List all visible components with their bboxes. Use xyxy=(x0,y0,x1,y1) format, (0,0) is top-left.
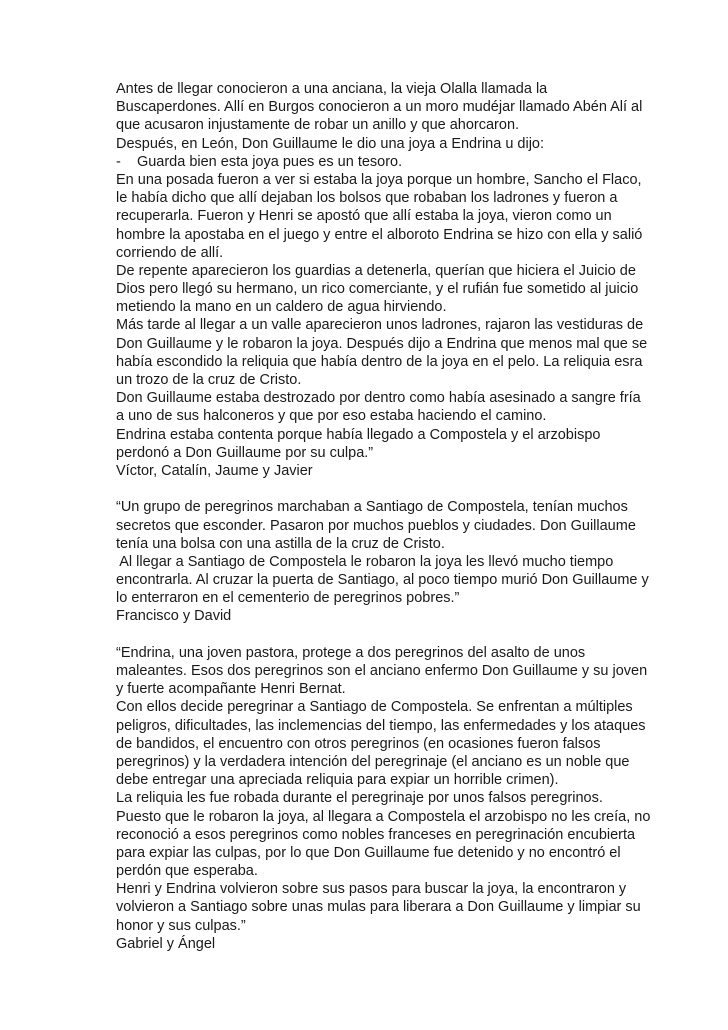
blank-line xyxy=(116,626,636,644)
text-line: lo enterraron en el cementerio de peregrinos pobres.” xyxy=(116,590,460,607)
text-line: Después, en León, Don Guillaume le dio una joya a Endrina u dijo: xyxy=(116,135,545,152)
text-line: de bandidos, el encuentro con otros peregrinos (en ocasiones fueron falsos xyxy=(116,735,601,752)
text-line: hombre la apostaba en el juego y entre el alboroto Endrina se hizo con ella y salió xyxy=(116,226,643,243)
text-line: metiendo la mano en un caldero de agua hirviendo. xyxy=(116,299,447,316)
text-line: para expiar las culpas, por lo que Don Guillaume fue detenido y no encontró el xyxy=(116,844,621,861)
text-line: De repente aparecieron los guardias a detenerla, querían que hiciera el Juicio de xyxy=(116,262,636,279)
text-line: honor y sus culpas.” xyxy=(116,917,246,934)
text-line: Puesto que le robaron la joya, al llegara a Compostela el arzobispo no les creía, no xyxy=(116,808,651,825)
text-line: Al llegar a Santiago de Compostela le robaron la joya les llevó mucho tiempo xyxy=(116,553,614,570)
text-line: Antes de llegar conocieron a una anciana, la vieja Olalla llamada la xyxy=(116,81,548,97)
text-line: Con ellos decide peregrinar a Santiago de Compostela. Se enfrentan a múltiples xyxy=(116,699,633,716)
text-line: debe entregar una apreciada reliquia para expiar un horrible crimen). xyxy=(116,772,559,789)
text-line: Gabriel y Ángel xyxy=(116,935,216,952)
text-line: peligros, dificultades, las inclemencias del tiempo, las enfermedades y los ataques xyxy=(116,717,646,734)
text-line: secretos que esconder. Pasaron por muchos pueblos y ciudades. Don Guillaume xyxy=(116,517,636,534)
text-line: Buscaperdones. Allí en Burgos conocieron a un moro mudéjar llamado Abén Alí al xyxy=(116,99,643,116)
text-line: le había dicho que allí dejaban los bolsos que robaban los ladrones y fueron a xyxy=(116,190,618,207)
text-line: peregrinos) y la verdadera intención del peregrinaje (el anciano es un noble que xyxy=(116,753,630,770)
text-line: que acusaron injustamente de robar un anillo y que ahorcaron. xyxy=(116,117,520,134)
text-line: había escondido la reliquia que había dentro de la joya en el pelo. La reliquia esra xyxy=(116,353,643,370)
text-line: Henri y Endrina volvieron sobre sus pasos para buscar la joya, la encontraron y xyxy=(116,881,627,898)
text-line: perdón que esperaba. xyxy=(116,863,258,880)
document-body xyxy=(116,80,651,953)
text-line: tenía una bolsa con una astilla de la cruz de Cristo. xyxy=(116,535,445,552)
text-line: encontrarla. Al cruzar la puerta de Santiago, al poco tiempo murió Don Guillaume y xyxy=(116,572,649,589)
text-line: Don Guillaume y le robaron la joya. Después dijo a Endrina que menos mal que se xyxy=(116,335,648,352)
text-line: En una posada fueron a ver si estaba la joya porque un hombre, Sancho el Flaco, xyxy=(116,171,642,188)
text-line: y fuerte acompañante Henri Bernat. xyxy=(116,681,346,698)
blank-line xyxy=(116,480,636,498)
text-line: reconoció a esos peregrinos como nobles franceses en peregrinación encubierta xyxy=(116,826,636,843)
text-line: Víctor, Catalín, Jaume y Javier xyxy=(116,462,313,479)
text-line: maleantes. Esos dos peregrinos son el anciano enfermo Don Guillaume y su joven xyxy=(116,663,648,679)
text-line: - Guarda bien esta joya pues es un tesoro. xyxy=(116,153,403,170)
text-line: La reliquia les fue robada durante el peregrinaje por unos falsos peregrinos. xyxy=(116,790,603,807)
text-line: corriendo de allí. xyxy=(116,244,224,261)
text-line: perdonó a Don Guillaume por su culpa.” xyxy=(116,444,374,461)
text-line: “Un grupo de peregrinos marchaban a Santiago de Compostela, tenían muchos xyxy=(116,499,628,516)
text-line: Endrina estaba contenta porque había llegado a Compostela y el arzobispo xyxy=(116,426,601,443)
text-line: recuperarla. Fueron y Henri se apostó que allí estaba la joya, vieron como un xyxy=(116,208,612,225)
text-line: Don Guillaume estaba destrozado por dentro como había asesinado a sangre fría xyxy=(116,390,641,407)
text-line: Dios pero llegó su hermano, un rico comerciante, y el rufián fue sometido al juicio xyxy=(116,281,639,298)
text-line: Francisco y David xyxy=(116,608,232,625)
text-line: “Endrina, una joven pastora, protege a dos peregrinos del asalto de unos xyxy=(116,644,586,661)
text-line: a uno de sus halconeros y que por eso estaba haciendo el camino. xyxy=(116,408,547,425)
text-line: volvieron a Santiago sobre unas mulas para liberara a Don Guillaume y limpiar su xyxy=(116,899,641,916)
text-line: un trozo de la cruz de Cristo. xyxy=(116,372,302,388)
text-line: Más tarde al llegar a un valle aparecieron unos ladrones, rajaron las vestiduras de xyxy=(116,317,644,334)
